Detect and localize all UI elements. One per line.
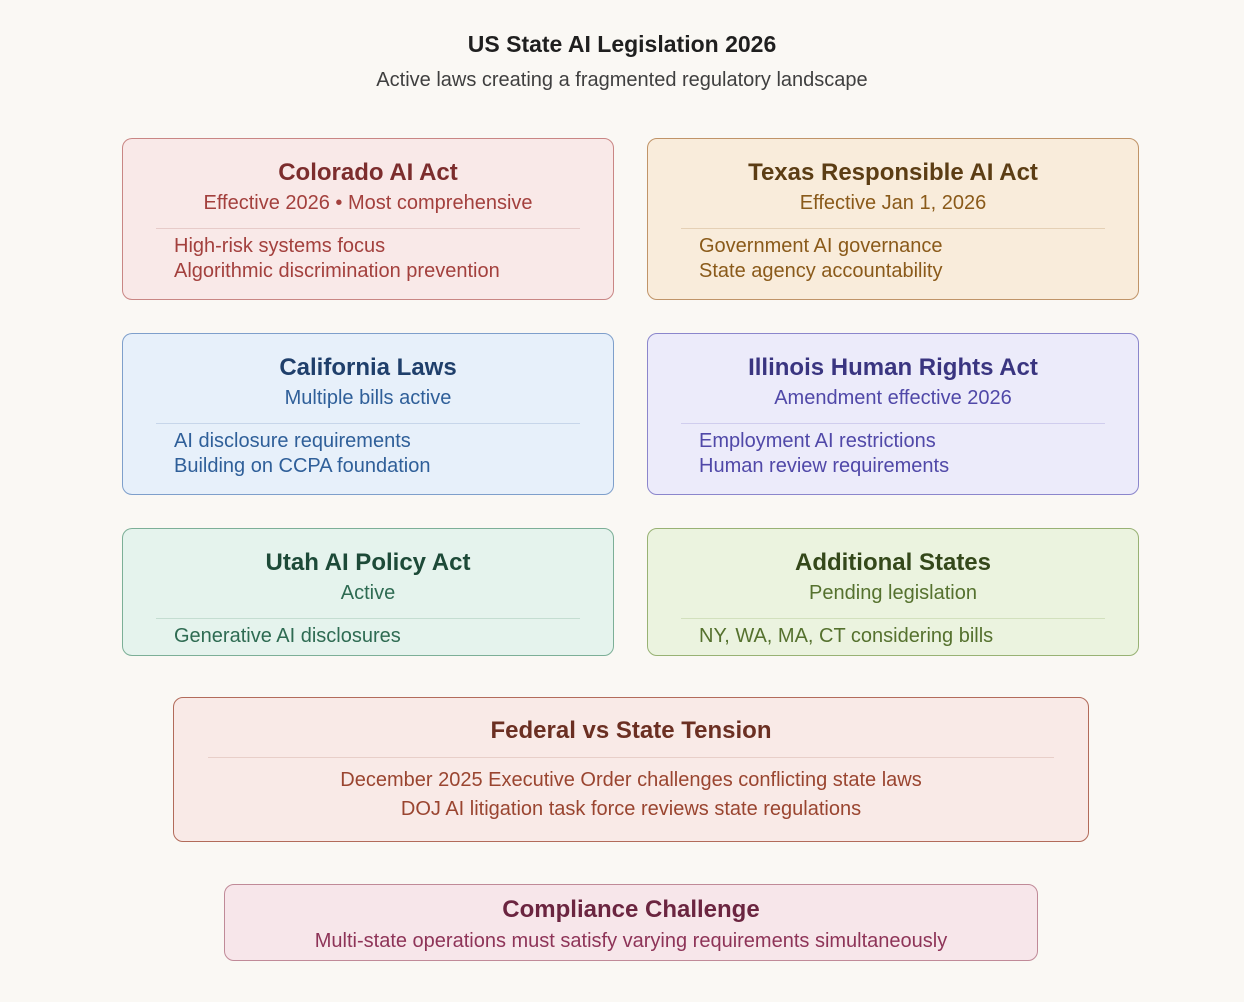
card-title: Additional States: [794, 549, 992, 576]
card-divider: [156, 618, 580, 619]
diagram-subtitle: Active laws creating a fragmented regulatory landscape: [376, 69, 868, 91]
additional-states-card: [647, 528, 1139, 656]
colorado-card: [122, 138, 614, 300]
card-subtitle: Active: [340, 582, 396, 604]
card-subtitle: Multiple bills active: [284, 387, 452, 409]
card-subtitle: Multi-state operations must satisfy varying requirements simultaneously: [314, 930, 948, 952]
card-items: [174, 624, 593, 649]
federal-tension-card: [173, 697, 1089, 842]
card-title: Utah AI Policy Act: [265, 549, 471, 576]
california-card: [122, 333, 614, 495]
card-divider: [681, 228, 1105, 229]
card-items: [174, 766, 1088, 824]
card-title: Texas Responsible AI Act: [748, 159, 1038, 186]
card-items: [699, 234, 1118, 284]
card-item: DOJ AI litigation task force reviews state regulations: [400, 798, 862, 820]
texas-card: [647, 138, 1139, 300]
utah-card: [122, 528, 614, 656]
card-item: Employment AI restrictions: [699, 430, 936, 452]
card-divider: [208, 757, 1054, 758]
diagram-title: US State AI Legislation 2026: [467, 31, 777, 57]
card-item: December 2025 Executive Order challenges conflicting state laws: [340, 769, 922, 791]
card-item: State agency accountability: [699, 260, 943, 282]
compliance-card: [224, 884, 1038, 961]
card-items: [699, 429, 1118, 479]
card-title: Federal vs State Tension: [490, 717, 772, 744]
card-item: Building on CCPA foundation: [174, 455, 431, 477]
card-subtitle: Amendment effective 2026: [774, 387, 1012, 409]
card-item: Algorithmic discrimination prevention: [174, 260, 500, 282]
illinois-card: [647, 333, 1139, 495]
card-divider: [156, 423, 580, 424]
card-items: [174, 429, 593, 479]
card-subtitle: Pending legislation: [809, 582, 977, 604]
card-subtitle: Effective Jan 1, 2026: [799, 192, 987, 214]
card-item: AI disclosure requirements: [174, 430, 411, 452]
card-divider: [156, 228, 580, 229]
card-title: Colorado AI Act: [278, 159, 458, 186]
card-title: Compliance Challenge: [502, 896, 760, 923]
card-item: Human review requirements: [699, 455, 950, 477]
card-items: [174, 234, 593, 284]
card-items: [699, 624, 1118, 649]
card-divider: [681, 618, 1105, 619]
card-item: NY, WA, MA, CT considering bills: [699, 625, 994, 647]
card-item: Government AI governance: [699, 235, 943, 257]
card-item: High-risk systems focus: [174, 235, 386, 257]
card-item: Generative AI disclosures: [174, 625, 401, 647]
card-title: Illinois Human Rights Act: [748, 354, 1038, 381]
card-divider: [681, 423, 1105, 424]
card-title: California Laws: [279, 354, 457, 381]
card-subtitle: Effective 2026 • Most comprehensive: [203, 192, 533, 214]
